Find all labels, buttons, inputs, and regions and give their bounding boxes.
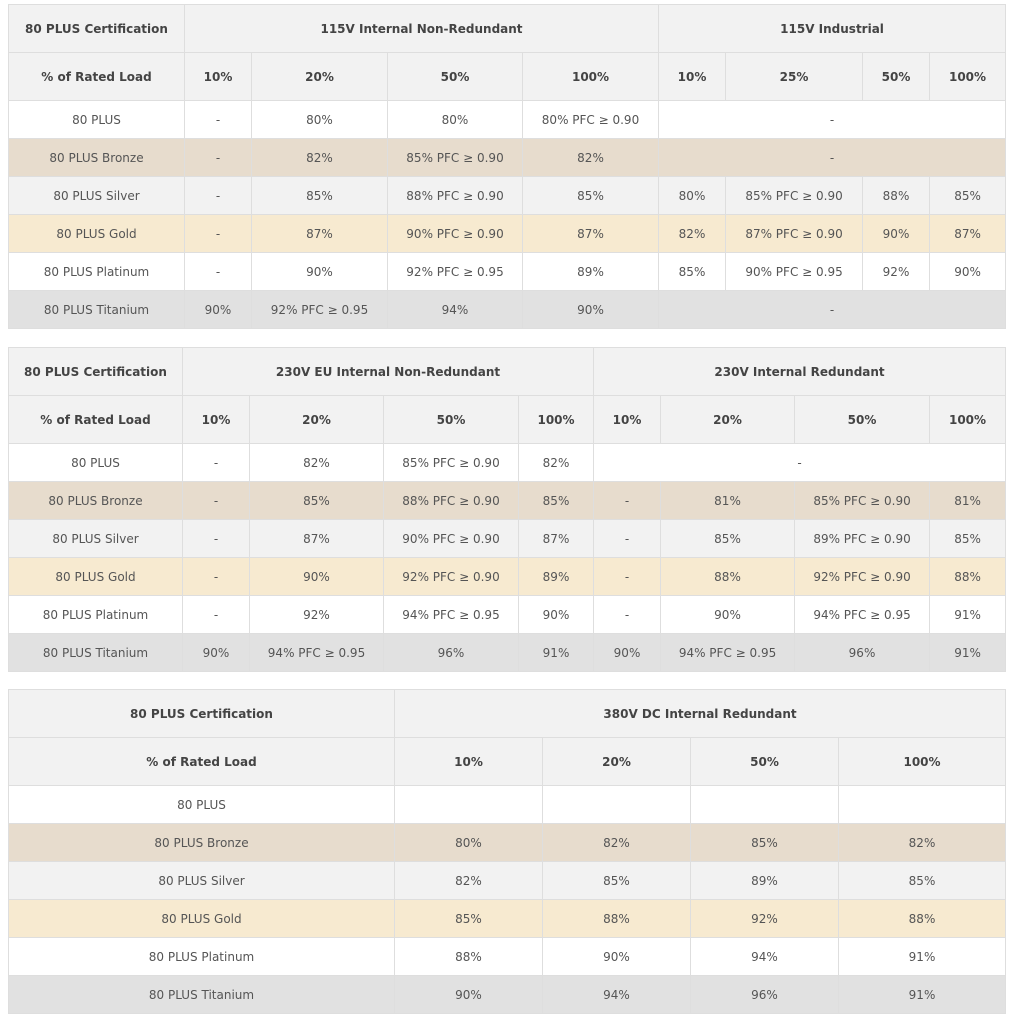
cell: 85% PFC ≥ 0.90	[795, 482, 930, 520]
row-label: 80 PLUS Gold	[9, 215, 185, 253]
cell: 85%	[519, 482, 594, 520]
load-col: 10%	[183, 396, 250, 444]
table-row	[9, 824, 1006, 862]
cell: 90% PFC ≥ 0.90	[388, 215, 523, 253]
load-header: % of Rated Load	[9, 396, 183, 444]
load-col: 50%	[384, 396, 519, 444]
table-row	[9, 444, 1006, 482]
cell: 80% PFC ≥ 0.90	[523, 101, 659, 139]
load-col: 50%	[863, 53, 930, 101]
load-col: 100%	[523, 53, 659, 101]
load-col: 100%	[839, 738, 1006, 786]
cell: 90%	[250, 558, 384, 596]
load-col: 20%	[250, 396, 384, 444]
row-label: 80 PLUS Bronze	[9, 482, 183, 520]
cell: -	[594, 444, 1006, 482]
cell: 88%	[839, 900, 1006, 938]
cell: 88% PFC ≥ 0.90	[388, 177, 523, 215]
cell: 85%	[543, 862, 691, 900]
row-label: 80 PLUS Silver	[9, 520, 183, 558]
cell: 87% PFC ≥ 0.90	[726, 215, 863, 253]
cell: 94%	[388, 291, 523, 329]
cell: 82%	[395, 862, 543, 900]
cell: -	[183, 558, 250, 596]
cell: 94% PFC ≥ 0.95	[384, 596, 519, 634]
cell: -	[185, 215, 252, 253]
row-label: 80 PLUS Titanium	[9, 976, 395, 1014]
load-col: 100%	[930, 396, 1006, 444]
cell: 91%	[519, 634, 594, 672]
cell	[395, 786, 543, 824]
table-row	[9, 900, 1006, 938]
row-label: 80 PLUS Titanium	[9, 634, 183, 672]
cell: 85%	[839, 862, 1006, 900]
cert-header: 80 PLUS Certification	[9, 5, 185, 53]
cell: 81%	[930, 482, 1006, 520]
row-label: 80 PLUS	[9, 101, 185, 139]
cell: 85% PFC ≥ 0.90	[726, 177, 863, 215]
cell: 91%	[839, 938, 1006, 976]
cell: 92% PFC ≥ 0.95	[388, 253, 523, 291]
cell: 85%	[250, 482, 384, 520]
table-row	[9, 976, 1006, 1014]
cell: 87%	[252, 215, 388, 253]
cell: -	[594, 520, 661, 558]
row-label: 80 PLUS Silver	[9, 862, 395, 900]
cell: 92% PFC ≥ 0.90	[384, 558, 519, 596]
table-row	[9, 291, 1006, 329]
cell: 91%	[930, 596, 1006, 634]
row-label: 80 PLUS Silver	[9, 177, 185, 215]
cell: 90%	[594, 634, 661, 672]
group-header-230v-eu-internal: 230V EU Internal Non-Redundant	[183, 348, 594, 396]
cell: 96%	[384, 634, 519, 672]
cell: -	[185, 101, 252, 139]
table-row	[9, 139, 1006, 177]
cell: 82%	[839, 824, 1006, 862]
load-header: % of Rated Load	[9, 738, 395, 786]
cell: 80%	[659, 177, 726, 215]
load-col: 10%	[185, 53, 252, 101]
cell: 89%	[691, 862, 839, 900]
table-row	[9, 786, 1006, 824]
table-row	[9, 177, 1006, 215]
cert-header: 80 PLUS Certification	[9, 348, 183, 396]
row-label: 80 PLUS Gold	[9, 900, 395, 938]
load-header: % of Rated Load	[9, 53, 185, 101]
cell: 85% PFC ≥ 0.90	[388, 139, 523, 177]
cell: 80%	[252, 101, 388, 139]
row-label: 80 PLUS Platinum	[9, 253, 185, 291]
cell: 92%	[250, 596, 384, 634]
table-380v-dc	[8, 689, 1006, 1014]
load-col: 50%	[388, 53, 523, 101]
cell: 80%	[388, 101, 523, 139]
cell: -	[594, 482, 661, 520]
cell: 82%	[252, 139, 388, 177]
cell: 85%	[252, 177, 388, 215]
cell: 90%	[661, 596, 795, 634]
cell: 82%	[659, 215, 726, 253]
row-label: 80 PLUS	[9, 444, 183, 482]
cell: 85%	[523, 177, 659, 215]
cell: 82%	[519, 444, 594, 482]
cell: 91%	[930, 634, 1006, 672]
cell	[839, 786, 1006, 824]
table-115v	[8, 4, 1006, 329]
cell: -	[183, 520, 250, 558]
cell: 88%	[543, 900, 691, 938]
cell: 94% PFC ≥ 0.95	[795, 596, 930, 634]
row-label: 80 PLUS Platinum	[9, 596, 183, 634]
cell: 85%	[930, 177, 1006, 215]
cell: -	[659, 101, 1006, 139]
cell: 90%	[185, 291, 252, 329]
row-label: 80 PLUS	[9, 786, 395, 824]
cell: 90%	[183, 634, 250, 672]
cell: 85%	[659, 253, 726, 291]
load-col: 20%	[661, 396, 795, 444]
cell: 96%	[795, 634, 930, 672]
cert-header: 80 PLUS Certification	[9, 690, 395, 738]
load-col: 20%	[252, 53, 388, 101]
load-col: 25%	[726, 53, 863, 101]
cell: -	[594, 558, 661, 596]
cell: -	[659, 139, 1006, 177]
cell: -	[183, 444, 250, 482]
cell: 88%	[930, 558, 1006, 596]
cell: 80%	[395, 824, 543, 862]
table-row	[9, 253, 1006, 291]
cell	[543, 786, 691, 824]
cell: 94%	[691, 938, 839, 976]
load-col: 10%	[659, 53, 726, 101]
cell: 90% PFC ≥ 0.95	[726, 253, 863, 291]
cell: 81%	[661, 482, 795, 520]
cell: 90% PFC ≥ 0.90	[384, 520, 519, 558]
group-header-115v-internal: 115V Internal Non-Redundant	[185, 5, 659, 53]
group-header-230v-redundant: 230V Internal Redundant	[594, 348, 1006, 396]
group-header-115v-industrial: 115V Industrial	[659, 5, 1006, 53]
cell: 91%	[839, 976, 1006, 1014]
cell: 82%	[543, 824, 691, 862]
load-col: 100%	[519, 396, 594, 444]
table-row	[9, 215, 1006, 253]
cell: 90%	[863, 215, 930, 253]
cell: 90%	[543, 938, 691, 976]
row-label: 80 PLUS Titanium	[9, 291, 185, 329]
cell: 87%	[930, 215, 1006, 253]
load-col: 100%	[930, 53, 1006, 101]
group-header-380v-dc: 380V DC Internal Redundant	[395, 690, 1006, 738]
cell: -	[659, 291, 1006, 329]
table-row	[9, 596, 1006, 634]
cell: 92% PFC ≥ 0.90	[795, 558, 930, 596]
cell: 87%	[250, 520, 384, 558]
cell: 82%	[250, 444, 384, 482]
table-row	[9, 558, 1006, 596]
row-label: 80 PLUS Platinum	[9, 938, 395, 976]
cell: 94% PFC ≥ 0.95	[661, 634, 795, 672]
cell: 85%	[395, 900, 543, 938]
cell: 89% PFC ≥ 0.90	[795, 520, 930, 558]
table-row	[9, 862, 1006, 900]
table-row	[9, 938, 1006, 976]
cell: 90%	[519, 596, 594, 634]
cell: 89%	[519, 558, 594, 596]
cell: 88%	[661, 558, 795, 596]
cell: 85%	[691, 824, 839, 862]
cell: -	[185, 177, 252, 215]
cell: 92%	[863, 253, 930, 291]
load-col: 20%	[543, 738, 691, 786]
cell: 94%	[543, 976, 691, 1014]
row-label: 80 PLUS Gold	[9, 558, 183, 596]
cell: -	[185, 139, 252, 177]
cell: 85%	[661, 520, 795, 558]
cell	[691, 786, 839, 824]
cell: -	[185, 253, 252, 291]
cell: 90%	[252, 253, 388, 291]
cell: 88%	[863, 177, 930, 215]
load-col: 10%	[594, 396, 661, 444]
cell: 88% PFC ≥ 0.90	[384, 482, 519, 520]
cell: 89%	[523, 253, 659, 291]
load-col: 10%	[395, 738, 543, 786]
load-col: 50%	[795, 396, 930, 444]
cell: 92% PFC ≥ 0.95	[252, 291, 388, 329]
cell: 85%	[930, 520, 1006, 558]
table-row	[9, 482, 1006, 520]
cell: 85% PFC ≥ 0.90	[384, 444, 519, 482]
cell: 96%	[691, 976, 839, 1014]
load-col: 50%	[691, 738, 839, 786]
cell: 90%	[930, 253, 1006, 291]
table-230v	[8, 347, 1006, 672]
row-label: 80 PLUS Bronze	[9, 824, 395, 862]
table-row	[9, 520, 1006, 558]
cell: 88%	[395, 938, 543, 976]
table-row	[9, 101, 1006, 139]
table-row	[9, 634, 1006, 672]
cell: -	[183, 596, 250, 634]
cell: 94% PFC ≥ 0.95	[250, 634, 384, 672]
cell: 90%	[523, 291, 659, 329]
row-label: 80 PLUS Bronze	[9, 139, 185, 177]
cell: 87%	[523, 215, 659, 253]
cell: -	[183, 482, 250, 520]
cell: 82%	[523, 139, 659, 177]
cell: 87%	[519, 520, 594, 558]
cell: -	[594, 596, 661, 634]
cell: 90%	[395, 976, 543, 1014]
cell: 92%	[691, 900, 839, 938]
